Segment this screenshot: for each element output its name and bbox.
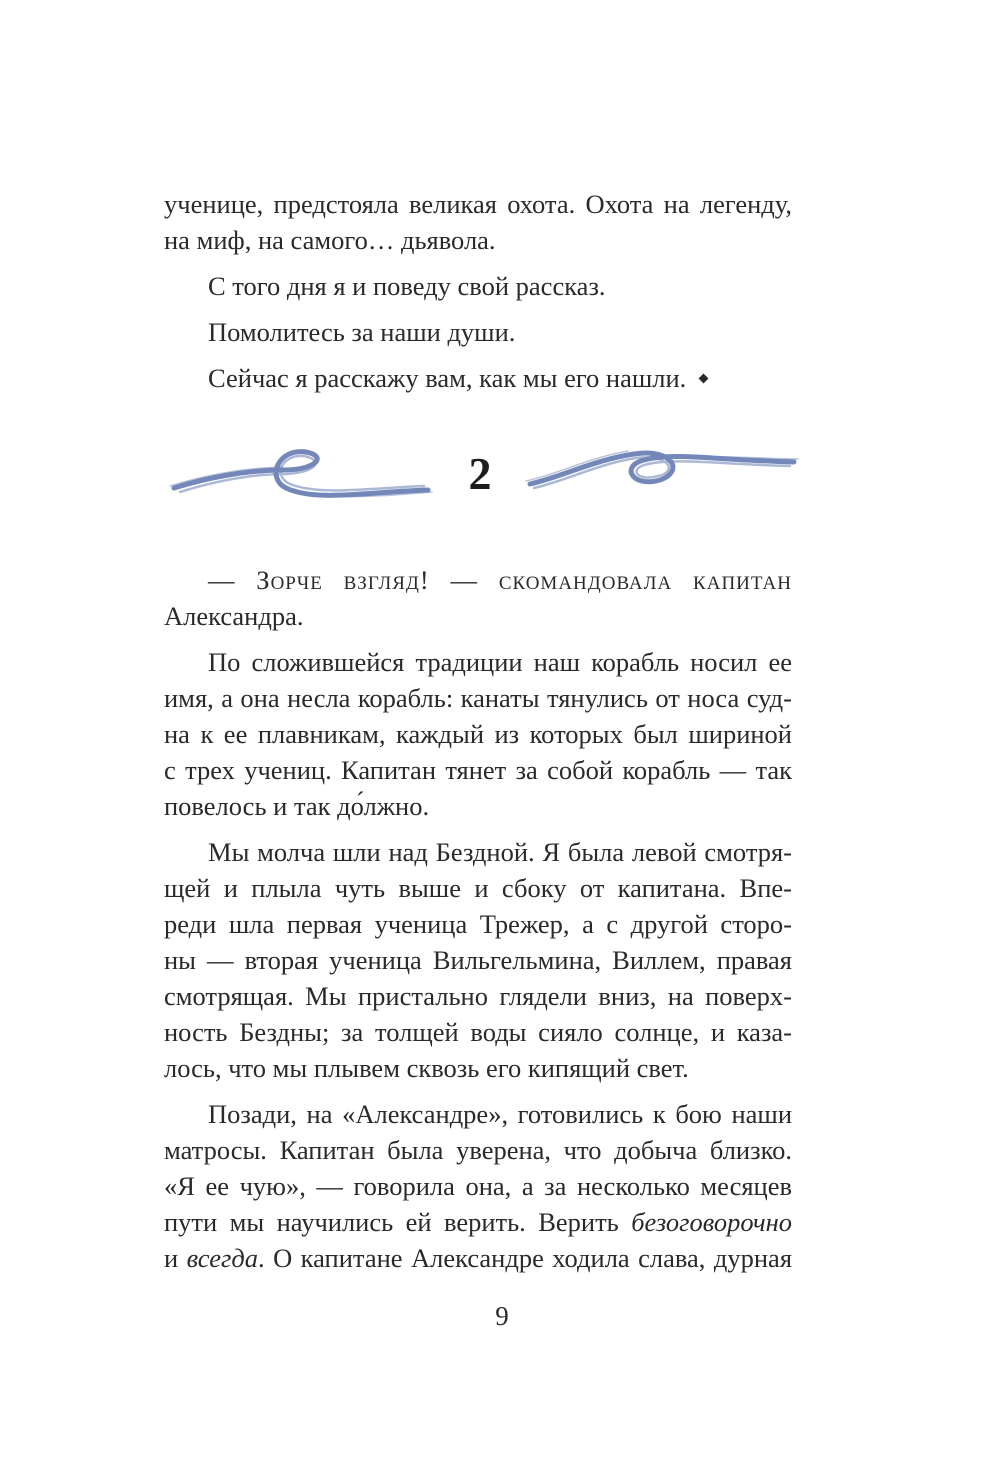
text-line: ность Бездны; за толщей воды сияло солнце, и каза-: [164, 1017, 792, 1047]
text-line: лось, что мы плывем сквозь его кипящий свет.: [164, 1053, 689, 1083]
text-line: [164, 1204, 792, 1240]
chapter-number: 2: [468, 448, 492, 499]
text-line: щей и плыла чуть выше и сбоку от капитана. Впе-: [164, 873, 792, 903]
text-line: Помолитесь за наши души.: [208, 317, 516, 347]
right-swirl-ornament-icon: [524, 426, 800, 536]
italic-word: всегда: [186, 1243, 258, 1273]
text-line: на к ее плавникам, каждый из которых был шириной: [164, 719, 792, 749]
text-line: повелось и так до́лжно.: [164, 791, 430, 821]
text-line: Александра.: [164, 601, 304, 631]
opening-phrase: — Зорче взгляд! — скомандовала капитан: [208, 565, 792, 595]
text-line: Позади, на «Александре», готовились к бою наши: [208, 1099, 792, 1129]
text-line: матросы. Капитан была уверена, что добыча близко.: [164, 1135, 792, 1165]
top-text: [164, 186, 792, 396]
text-line: [164, 1240, 792, 1276]
text-line: «Я ее чую», — говорила она, а за несколько месяцев: [164, 1171, 792, 1201]
text-line: [164, 360, 792, 396]
chapter-text: [164, 562, 792, 1276]
text-line: смотрящая. Мы пристально глядели вниз, на поверх-: [164, 981, 792, 1011]
page-number: 9: [495, 1301, 509, 1331]
text-line: Мы молча шли над Бездной. Я была левой смотря-: [208, 837, 792, 867]
closing-sentence: Сейчас я расскажу вам, как мы его нашли.: [208, 363, 687, 393]
text-line: с трех учениц. Капитан тянет за собой корабль — так: [164, 755, 792, 785]
end-mark-icon: [699, 374, 709, 384]
text-line: По сложившейся традиции наш корабль носил ее: [208, 647, 792, 677]
italic-word: безоговорочно: [631, 1207, 793, 1237]
text-line: на миф, на самого… дьявола.: [164, 225, 496, 255]
text-line: ученице, предстояла великая охота. Охота на легенду,: [164, 189, 792, 219]
text-line: С того дня я и поведу свой рассказ.: [208, 271, 606, 301]
text-line: [164, 562, 792, 598]
text-segment: . О капитане Александре ходила слава, дурная: [257, 1243, 793, 1273]
text-segment: и: [164, 1243, 179, 1273]
text-segment: пути мы научились ей верить. Верить: [164, 1207, 619, 1237]
text-line: ны — вторая ученица Вильгельмина, Виллем, правая: [164, 945, 792, 975]
text-line: имя, а она несла корабль: канаты тянулись от носа суд-: [164, 683, 792, 713]
text-line: реди шла первая ученица Трежер, а с другой сторо-: [164, 909, 792, 939]
chapter-heading: [160, 426, 800, 536]
